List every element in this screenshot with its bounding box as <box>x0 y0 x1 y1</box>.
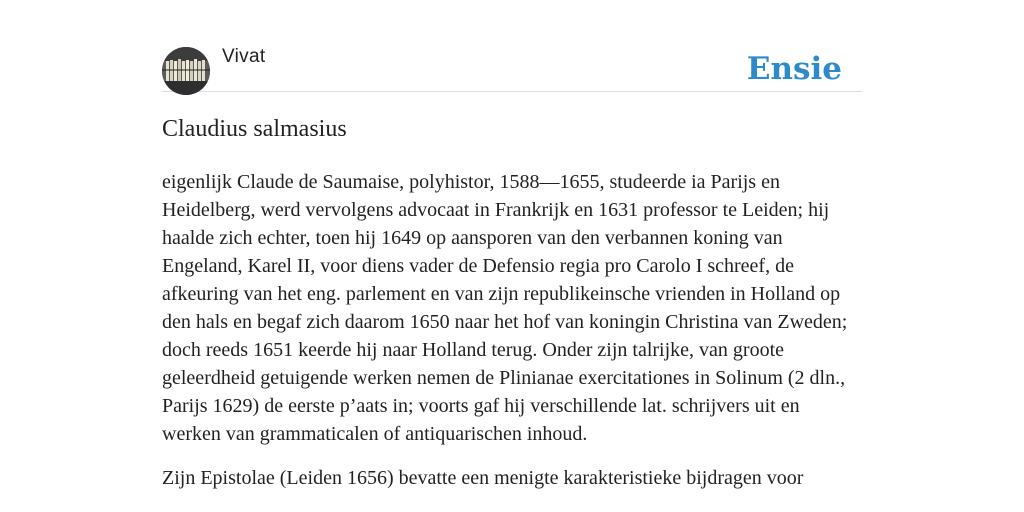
author-name[interactable]: Vivat <box>222 46 266 67</box>
avatar-image <box>162 47 210 95</box>
header <box>162 46 862 92</box>
article-body <box>162 168 862 508</box>
brand-logo-link[interactable]: Ensie <box>746 51 842 87</box>
page-title: Claudius salmasius <box>162 116 347 142</box>
books-avatar-icon[interactable] <box>162 47 210 95</box>
article-paragraph: eigenlijk Claude de Saumaise, polyhistor, 1588—1655, studeerde ia Parijs en Heidelberg, werd vervolgens advocaat in Frankrijk en 1631 professor te Leiden; hij haalde zich echter, toen hij 1649 op aansporen van den verbannen koning van Engeland, Karel II, voor diens vader de Defensio regia pro Carolo I schreef, de afkeuring van het eng. parlement en van zijn republikeinsche vrienden in Holland op den hals en begaf zich daarom 1650 naar het hof van koningin Christina van Zweden; doch reeds 1651 keerde hij naar Holland terug. Onder zijn talrijke, van groote geleerdheid getuigende werken nemen de Plinianae exercitationes in Solinum (2 dln., Parijs 1629) de eerste p’aats in; voorts gaf hij verschillende lat. schrijvers uit en werken van grammaticalen of antiquarischen inhoud. <box>162 171 848 445</box>
article-paragraph: Zijn Epistolae (Leiden 1656) bevatte een menigte karakteristieke bijdragen voor <box>162 467 804 489</box>
